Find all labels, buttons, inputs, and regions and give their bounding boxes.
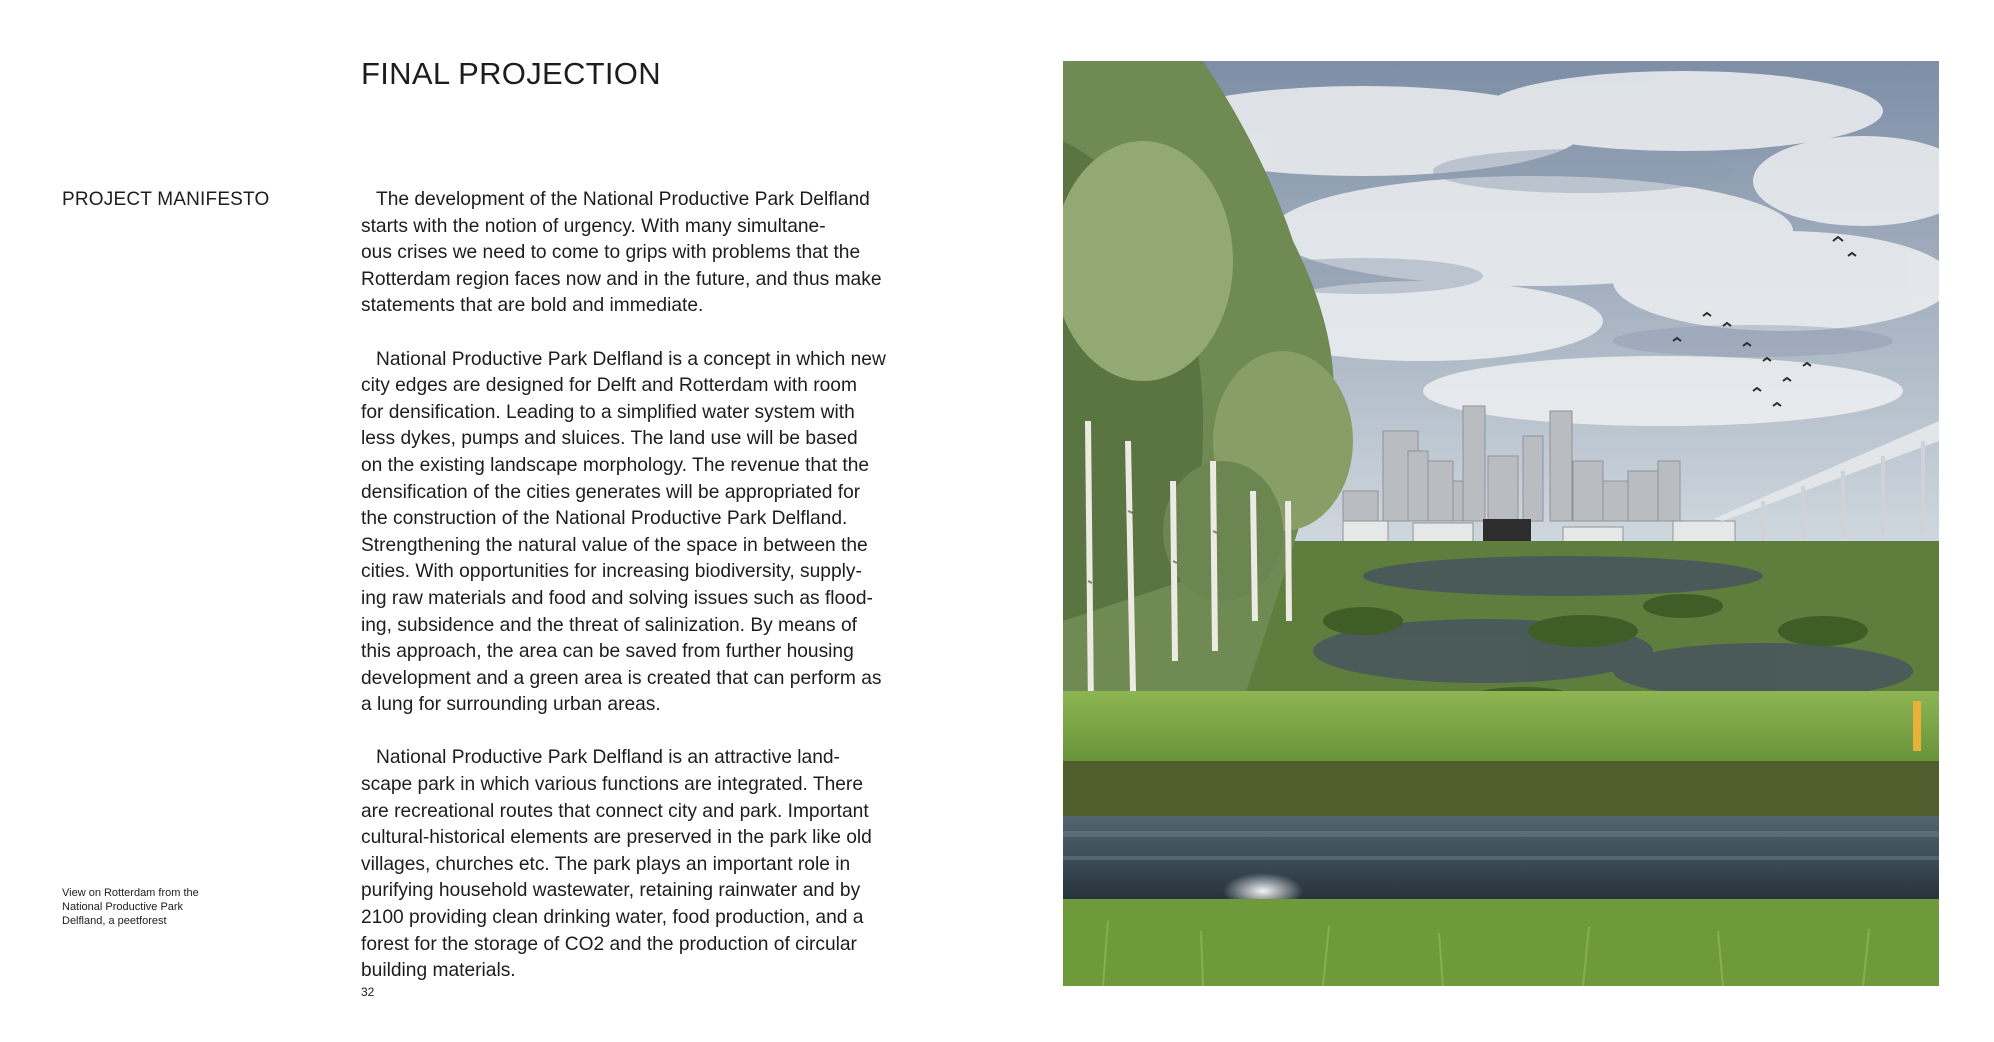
foreground-grass [1063, 899, 1939, 986]
paragraph-3: National Productive Park Delfland is an attractive land- scape park in which various functions are integrated. There are recreational routes that connect city and park. Important cultural-historical elements are preserved in the park like old villages, churches etc. The park plays an important role in purifying household wastewater, retaining rainwater and by 2100 providing clean drinking water, food production, and a forest for the storage of CO2 and the production of circular building materials. [361, 747, 872, 982]
paragraph-2: National Productive Park Delfland is a concept in which new city edges are designed for Delft and Rotterdam with room for densification. Leading to a simplified water system with less dykes, pumps and sluices. The land use will be based on the existing landscape morphology. The revenue that the densification of the cities generates will be appropriated for the construction of the National Productive Park Delfland. Strengthening the natural value of the space in between the cities. With opportunities for increasing biodiversity, supply- ing raw materials and food and solving issues such as flood- ing, subsidence and the threat of salinization. By means of this approach, the area can be saved from further housing development and a green area is created that can perform as a lung for surrounding urban areas. [361, 348, 886, 716]
image-caption: View on Rotterdam from the National Productive Park Delfland, a peetforest [62, 887, 199, 927]
canal-bank [1063, 761, 1939, 821]
page-number: 32 [361, 985, 375, 999]
section-label: PROJECT MANIFESTO [62, 189, 270, 210]
paragraph-1: The development of the National Productive Park Delfland starts with the notion of urgency. With many simultane- ous crises we need to come to grips with problems that the Rotterdam region faces now and in the future, and thus make statements that are bold and immediate. [361, 189, 882, 317]
manifesto-text [361, 187, 951, 985]
marker-post [1913, 701, 1921, 751]
landscape-illustration [1063, 61, 1939, 986]
landscape-image [1063, 61, 1939, 986]
page-title: FINAL PROJECTION [361, 56, 661, 91]
